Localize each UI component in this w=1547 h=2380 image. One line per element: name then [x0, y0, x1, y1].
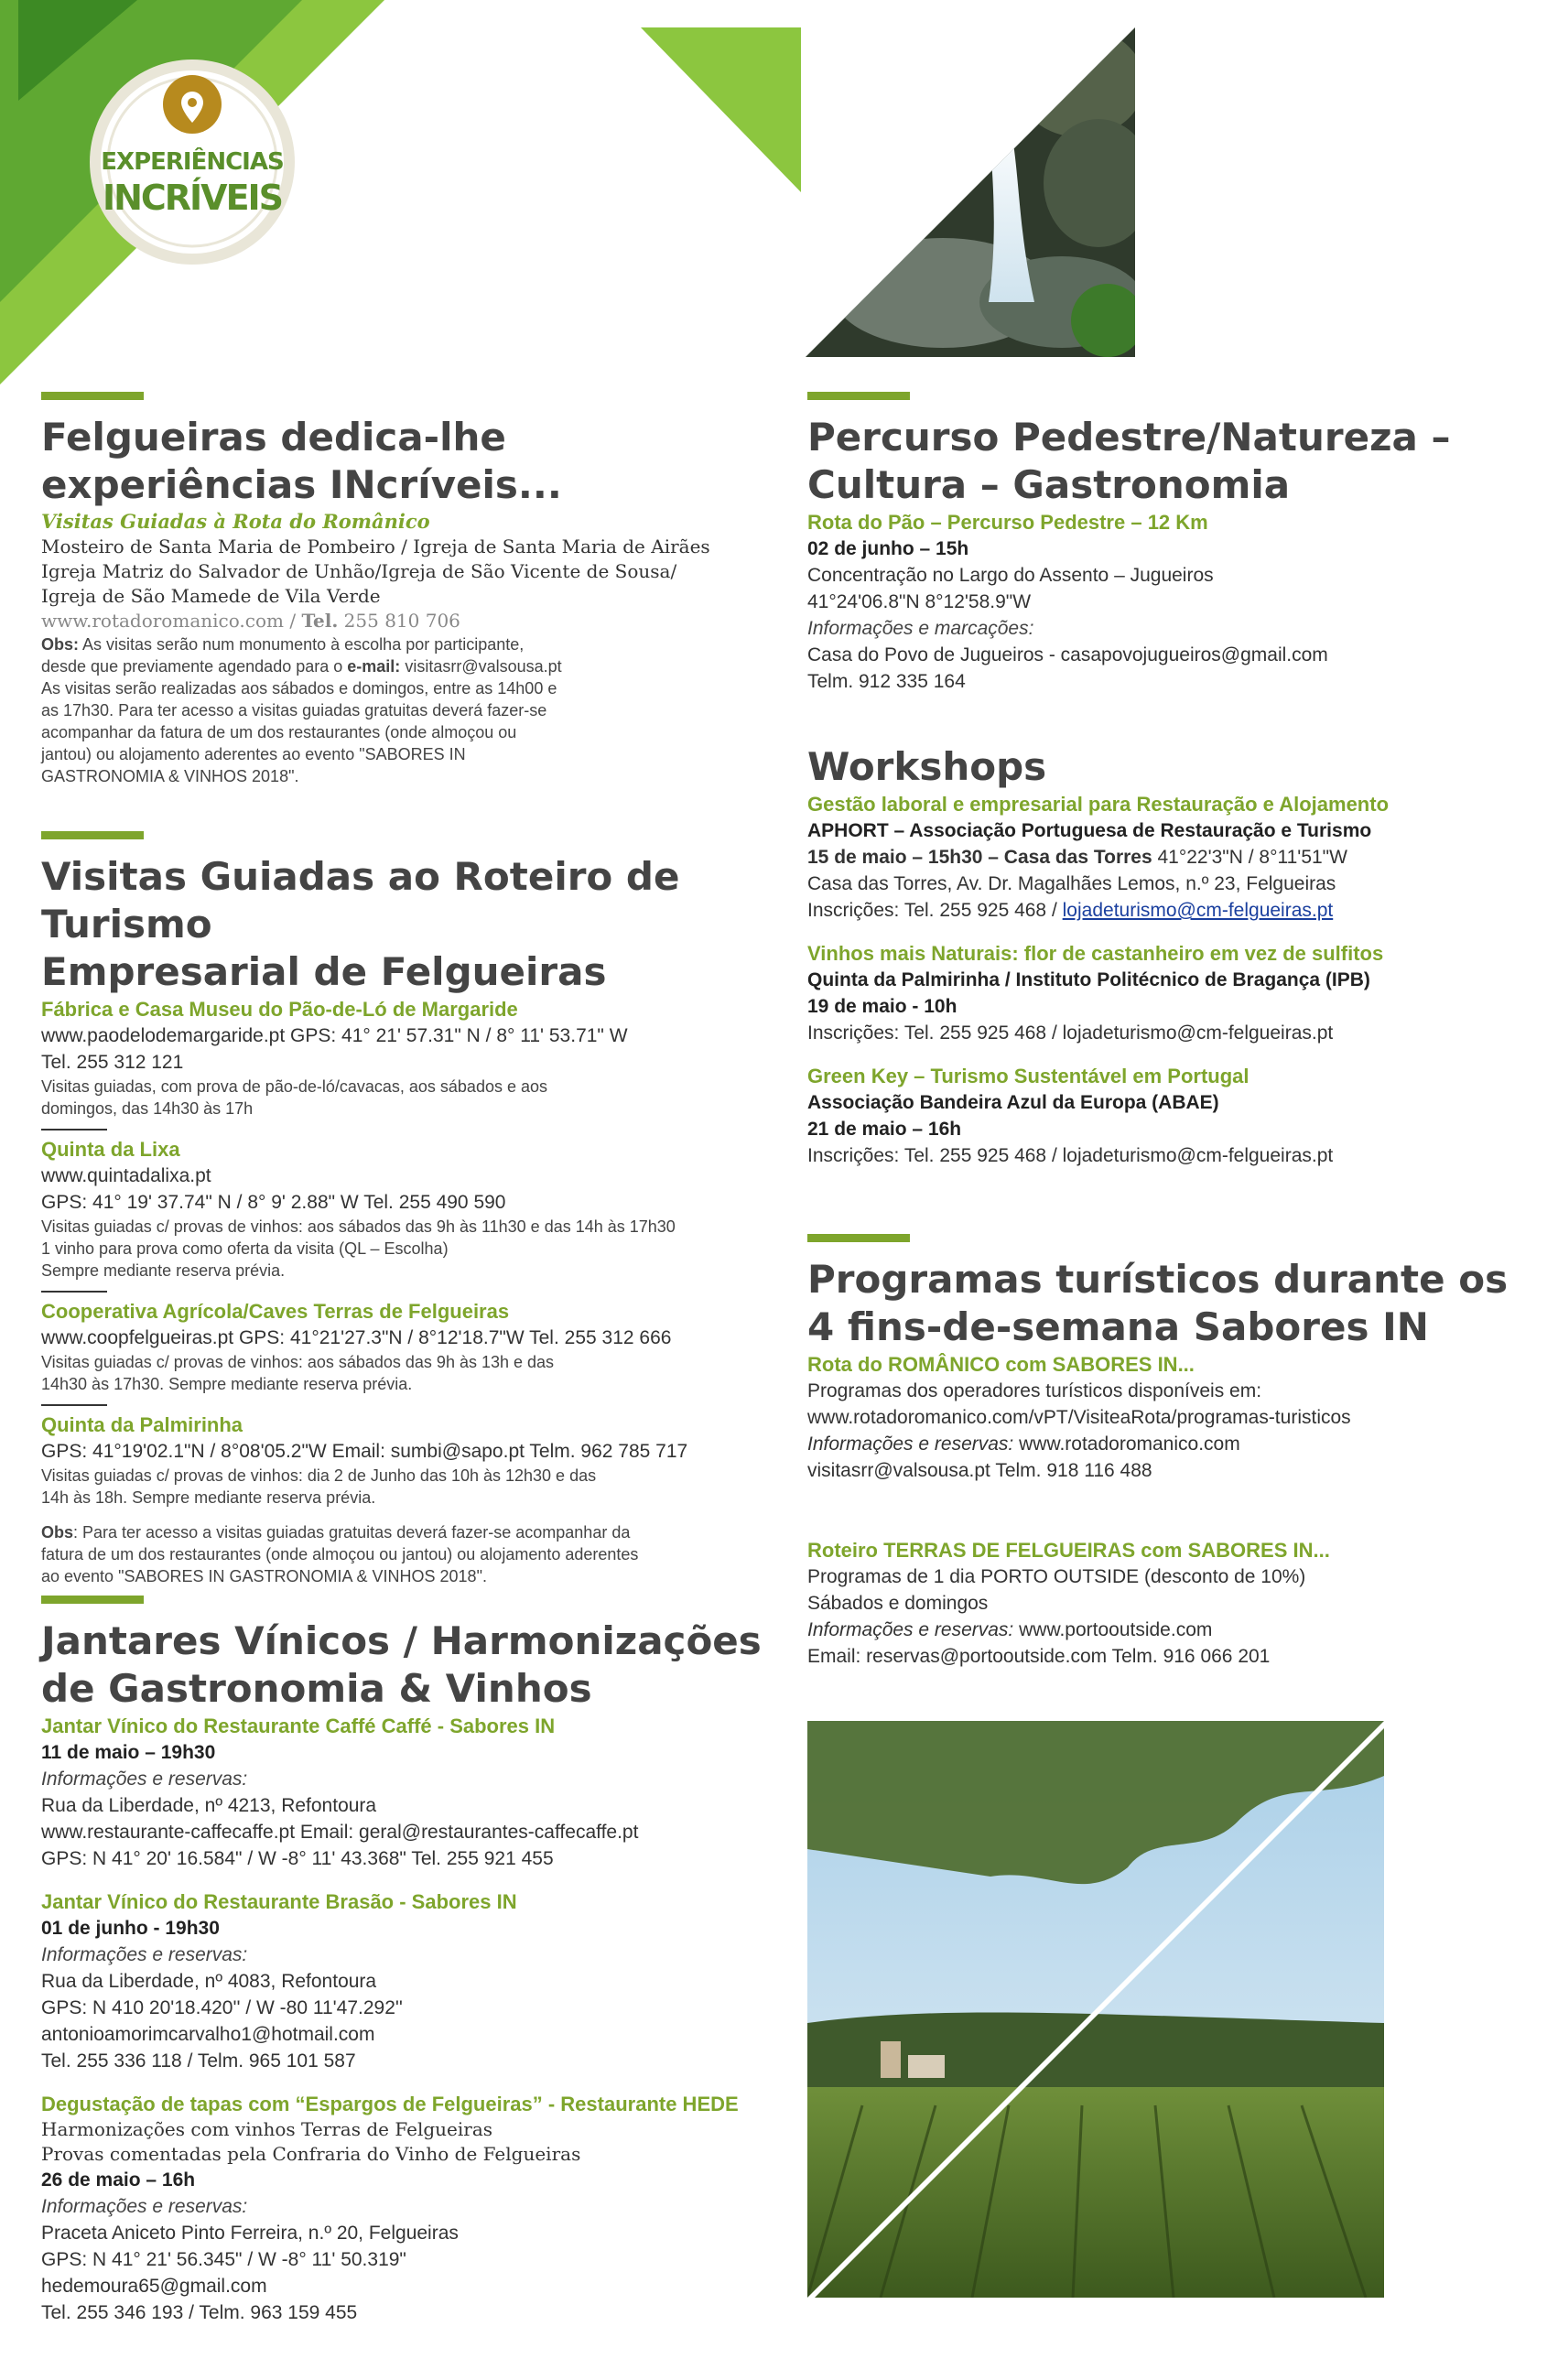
section-title: Programas turísticos durante os — [807, 1257, 1509, 1302]
section-title: Percurso Pedestre/Natureza – — [807, 415, 1451, 460]
section-workshops — [807, 743, 1531, 1169]
text-line: Concentração no Largo do Assento – Jugueiros — [807, 565, 1214, 586]
text-line: www.paodelodemargaride.pt GPS: 41° 21' 57.31" N / 8° 11' 53.71" W — [41, 1025, 628, 1046]
text-line: GPS: 41° 19' 37.74" N / 8° 9' 2.88" W Tel. 255 490 590 — [41, 1192, 506, 1213]
obs-line: fatura de um dos restaurantes (onde almoçou ou jantou) ou alojamento aderentes — [41, 1545, 639, 1563]
obs-label: Obs — [41, 1523, 74, 1542]
info-label: Informações e reservas: — [807, 1433, 1014, 1455]
obs-line — [41, 1521, 801, 1543]
section-subtitle: Visitas Guiadas à Rota do Românico — [41, 510, 430, 533]
section-percurso — [807, 414, 1531, 695]
text-line — [807, 1617, 1531, 1643]
obs-line: jantou) ou alojamento aderentes ao evento "SABORES IN — [41, 745, 466, 763]
accent-bar — [807, 1234, 910, 1242]
text-line: Programas dos operadores turísticos disponíveis em: — [807, 1380, 1262, 1401]
email-value[interactable]: visitasrr@valsousa.pt — [405, 657, 562, 676]
text-line: Casa das Torres, Av. Dr. Magalhães Lemos, n.º 23, Felgueiras — [807, 873, 1336, 894]
text-line: Visitas guiadas c/ provas de vinhos: aos sábados das 9h às 11h30 e das 14h às 17h30 — [41, 1217, 676, 1236]
badge — [87, 57, 298, 267]
section-title: Felgueiras dedica-lhe — [41, 415, 506, 460]
text-line: Praceta Aniceto Pinto Ferreira, n.º 20, Felgueiras — [41, 2223, 459, 2244]
text-line: GPS: N 410 20'18.420'' / W -80 11'47.292'' — [41, 1997, 403, 2018]
email-label: e-mail: — [347, 657, 401, 676]
entry-name: Green Key – Turismo Sustentável em Portugal — [807, 1065, 1250, 1087]
obs-line: GASTRONOMIA & VINHOS 2018". — [41, 767, 299, 785]
entry-name: Jantar Vínico do Restaurante Brasão - Sabores IN — [41, 1890, 517, 1913]
obs-line: As visitas serão realizadas aos sábados e domingos, entre as 14h00 e — [41, 679, 557, 698]
entry-name: Jantar Vínico do Restaurante Caffé Caffé - Sabores IN — [41, 1715, 556, 1737]
entry-org: Associação Bandeira Azul da Europa (ABAE) — [807, 1092, 1219, 1113]
obs-line: as 17h30. Para ter acesso a visitas guiadas gratuitas deverá fazer-se — [41, 701, 547, 719]
info-label: Informações e marcações: — [807, 618, 1034, 639]
text-line: Igreja de São Mamede de Vila Verde — [41, 585, 381, 607]
text-line: Igreja Matriz do Salvador de Unhão/Igreja de São Vicente de Sousa/ — [41, 560, 677, 582]
text-line: antonioamorimcarvalho1@hotmail.com — [41, 2024, 375, 2045]
gps-value: 41°22'3"N / 8°11'51"W — [1157, 847, 1347, 868]
tel-number: 255 810 706 — [343, 610, 460, 632]
obs-text: : Para ter acesso a visitas guiadas gratuitas deverá fazer-se acompanhar da — [73, 1523, 631, 1542]
entry-name: Rota do Pão – Percurso Pedestre – 12 Km — [807, 511, 1208, 534]
accent-bar — [41, 1596, 144, 1604]
section-title-2: experiências INcríveis... — [41, 462, 562, 507]
section-title: Workshops — [807, 744, 1047, 789]
text-line: 14h às 18h. Sempre mediante reserva prévia. — [41, 1488, 376, 1507]
entry-name: Degustação de tapas com “Espargos de Felgueiras” - Restaurante HEDE — [41, 2093, 739, 2115]
text-line: 41°24'06.8"N 8°12'58.9"W — [807, 591, 1032, 612]
text-line — [807, 1431, 1531, 1457]
text-line: Mosteiro de Santa Maria de Pombeiro / Igreja de Santa Maria de Airães — [41, 536, 710, 557]
info-label: Informações e reservas: — [41, 1944, 248, 1965]
entry-date-line — [807, 844, 1531, 871]
entry-date: 01 de junho - 19h30 — [41, 1918, 220, 1939]
section-jantares — [41, 1617, 801, 2326]
section-programas — [807, 1256, 1531, 1670]
info-label: Informações e reservas: — [41, 1769, 248, 1790]
text-line: Casa do Povo de Jugueiros - casapovojugueiros@gmail.com — [807, 644, 1328, 665]
entry-date: 19 de maio - 10h — [807, 996, 957, 1017]
obs-label: Obs: — [41, 635, 80, 654]
obs-line — [41, 655, 792, 677]
obs-text: As visitas serão num monumento à escolha por participante, — [82, 635, 525, 654]
text-line: www.quintadalixa.pt — [41, 1165, 211, 1186]
divider — [41, 1129, 107, 1130]
section-felgueiras — [41, 414, 792, 787]
obs-line: ao evento "SABORES IN GASTRONOMIA & VINHOS 2018". — [41, 1567, 487, 1585]
section-title-2: Empresarial de Felgueiras — [41, 949, 607, 994]
text-line: www.rotadoromanico.com/vPT/VisiteaRota/programas-turisticos — [807, 1407, 1351, 1428]
text-line: Rua da Liberdade, nº 4083, Refontoura — [41, 1971, 377, 1992]
text-line: www.restaurante-caffecaffe.pt Email: geral@restaurantes-caffecaffe.pt — [41, 1822, 639, 1843]
text-line: GPS: N 41° 20' 16.584" / W -8° 11' 43.368" Tel. 255 921 455 — [41, 1848, 554, 1869]
web-link[interactable]: www.rotadoromanico.com / — [41, 610, 297, 632]
section-title: Visitas Guiadas ao Roteiro de Turismo — [41, 854, 680, 947]
email-link[interactable]: lojadeturismo@cm-felgueiras.pt — [1062, 900, 1334, 921]
web-link[interactable]: www.rotadoromanico.com — [1019, 1433, 1240, 1455]
text-line: Tel. 255 312 121 — [41, 1052, 184, 1073]
text-line — [807, 897, 1531, 924]
section-title-2: de Gastronomia & Vinhos — [41, 1666, 592, 1711]
entry-name: Quinta da Lixa — [41, 1138, 180, 1161]
text-line: domingos, das 14h30 às 17h — [41, 1099, 254, 1118]
text-line: Tel. 255 336 118 / Telm. 965 101 587 — [41, 2050, 356, 2072]
text-line: Inscrições: Tel. 255 925 468 / lojadeturismo@cm-felgueiras.pt — [807, 1022, 1334, 1044]
text-line: 1 vinho para prova como oferta da visita (QL – Escolha) — [41, 1239, 449, 1258]
text-line: visitasrr@valsousa.pt Telm. 918 116 488 — [807, 1460, 1152, 1481]
entry-name: Quinta da Palmirinha — [41, 1413, 243, 1436]
text-line: Provas comentadas pela Confraria do Vinho de Felgueiras — [41, 2143, 581, 2165]
entry-name: Fábrica e Casa Museu do Pão-de-Ló de Margaride — [41, 998, 518, 1021]
entry-date: 02 de junho – 15h — [807, 538, 969, 559]
text-line: Telm. 912 335 164 — [807, 671, 966, 692]
text-line: Sempre mediante reserva prévia. — [41, 1261, 286, 1280]
entry-name: Roteiro TERRAS DE FELGUEIRAS com SABORES IN... — [807, 1539, 1330, 1562]
text-line: www.coopfelgueiras.pt GPS: 41°21'27.3"N / 8°12'18.7"W Tel. 255 312 666 — [41, 1327, 672, 1348]
accent-bar — [807, 392, 910, 400]
text-line: GPS: 41°19'02.1"N / 8°08'05.2"W Email: sumbi@sapo.pt Telm. 962 785 717 — [41, 1441, 688, 1462]
info-label: Informações e reservas: — [807, 1619, 1014, 1640]
section-title: Jantares Vínicos / Harmonizações — [41, 1618, 762, 1663]
entry-name: Vinhos mais Naturais: flor de castanheiro em vez de sulfitos — [807, 942, 1384, 965]
section-roteiro-empresarial — [41, 853, 801, 1587]
entry-name: Cooperativa Agrícola/Caves Terras de Felgueiras — [41, 1300, 510, 1323]
entry-org: APHORT – Associação Portuguesa de Restauração e Turismo — [807, 820, 1372, 841]
tel-label: Tel. — [301, 610, 339, 632]
entry-org: Quinta da Palmirinha / Instituto Politécnico de Bragança (IPB) — [807, 969, 1370, 990]
entry-date: 11 de maio – 19h30 — [41, 1742, 216, 1763]
text-line: Tel. 255 346 193 / Telm. 963 159 455 — [41, 2302, 358, 2323]
divider — [41, 1291, 107, 1293]
accent-bar — [41, 392, 144, 400]
entry-date: 21 de maio – 16h — [807, 1119, 962, 1140]
green-triangle-middle — [641, 27, 801, 192]
text-line: hedemoura65@gmail.com — [41, 2276, 267, 2297]
text-line: Programas de 1 dia PORTO OUTSIDE (desconto de 10%) — [807, 1566, 1306, 1587]
section-title-2: Cultura – Gastronomia — [807, 462, 1291, 507]
text-line: Email: reservas@portooutside.com Telm. 916 066 201 — [807, 1646, 1271, 1667]
entry-name: Gestão laboral e empresarial para Restauração e Alojamento — [807, 793, 1390, 816]
info-label: Informações e reservas: — [41, 2196, 248, 2217]
obs-text: desde que previamente agendado para o — [41, 657, 343, 676]
badge-line1: EXPERIÊNCIAS — [101, 148, 284, 176]
text-line: GPS: N 41° 21' 56.345" / W -8° 11' 50.319" — [41, 2249, 406, 2270]
web-link[interactable]: www.portooutside.com — [1019, 1619, 1213, 1640]
text-line: Rua da Liberdade, nº 4213, Refontoura — [41, 1795, 377, 1816]
obs-line: acompanhar da fatura de um dos restaurantes (onde almoçou ou — [41, 723, 517, 741]
entry-date: 15 de maio – 15h30 – Casa das Torres — [807, 847, 1152, 868]
section-title-2: 4 fins-de-semana Sabores IN — [807, 1304, 1429, 1349]
entry-name: Rota do ROMÂNICO com SABORES IN... — [807, 1353, 1195, 1376]
contact-line — [41, 609, 792, 633]
text-line: 14h30 às 17h30. Sempre mediante reserva prévia. — [41, 1375, 413, 1393]
accent-bar — [41, 831, 144, 839]
text-line: Visitas guiadas c/ provas de vinhos: aos sábados das 9h às 13h e das — [41, 1353, 555, 1371]
text-line: Harmonizações com vinhos Terras de Felgueiras — [41, 2118, 493, 2140]
vineyard-photo — [807, 1721, 1384, 2298]
text-line: Sábados e domingos — [807, 1593, 989, 1614]
obs-line — [41, 633, 792, 655]
entry-date: 26 de maio – 16h — [41, 2169, 196, 2191]
badge-line2: INCRÍVEIS — [102, 178, 283, 218]
text-line: Inscrições: Tel. 255 925 468 / lojadeturismo@cm-felgueiras.pt — [807, 1145, 1334, 1166]
divider — [41, 1404, 107, 1406]
inscricoes-label: Inscrições: Tel. 255 925 468 / — [807, 900, 1057, 921]
text-line: Visitas guiadas c/ provas de vinhos: dia 2 de Junho das 10h às 12h30 e das — [41, 1466, 597, 1485]
text-line: Visitas guiadas, com prova de pão-de-ló/cavacas, aos sábados e aos — [41, 1077, 547, 1096]
waterfall-photo — [806, 27, 1135, 357]
